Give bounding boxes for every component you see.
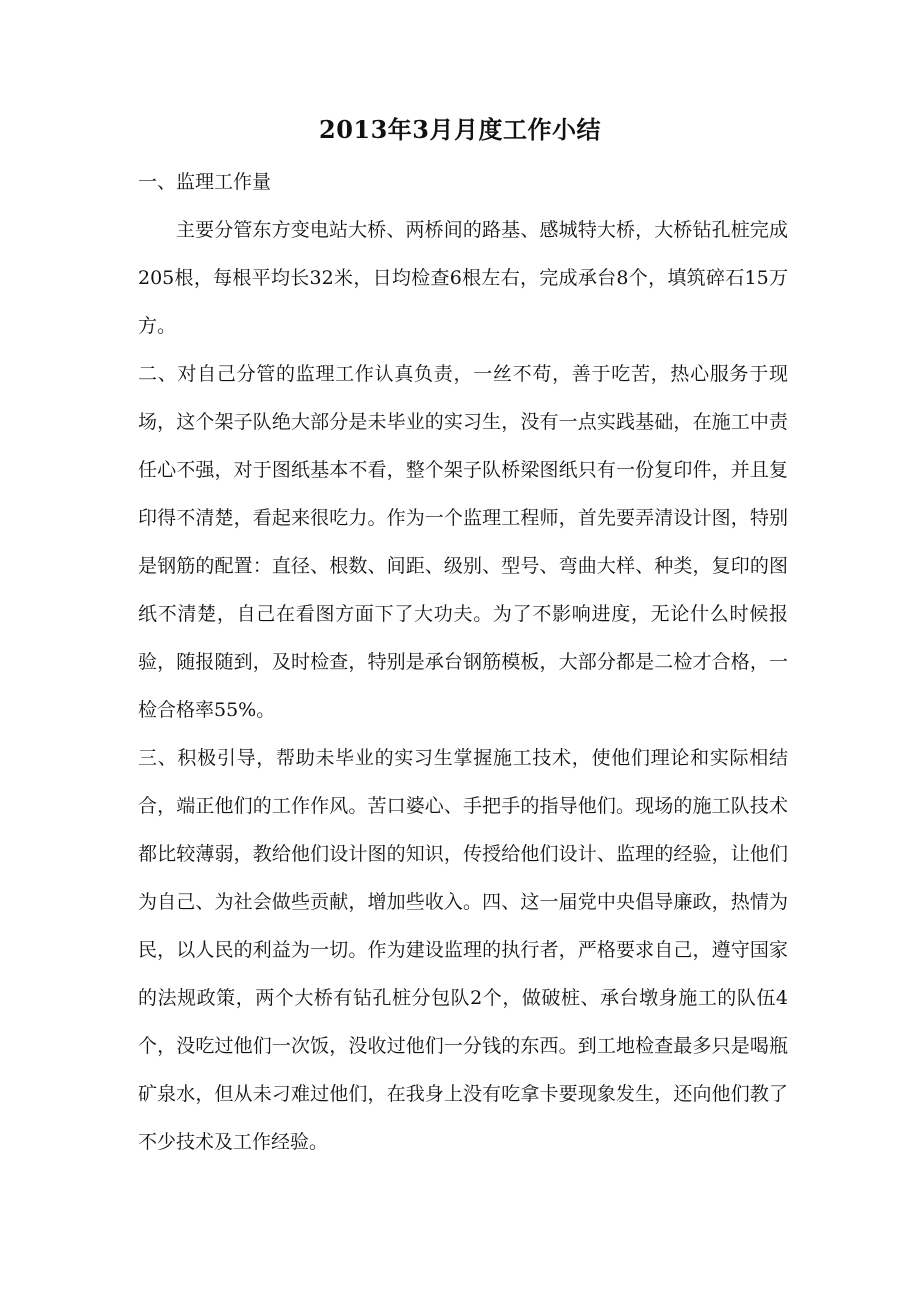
document-body <box>138 158 788 1166</box>
paragraph-responsibility: 二、对自己分管的监理工作认真负责，一丝不苟，善于吃苦，热心服务于现场，这个架子队绝大部分是未毕业的实习生，没有一点实践基础，在施工中责任心不强，对于图纸基本不看，整个架子队桥梁图纸只有一份复印件，并且复印得不清楚，看起来很吃力。作为一个监理工程师，首先要弄清设计图，特别是钢筋的配置：直径、根数、间距、级别、型号、弯曲大样、种类，复印的图纸不清楚，自己在看图方面下了大功夫。为了不影响进度，无论什么时候报验，随报随到，及时检查，特别是承台钢筋模板，大部分都是二检才合格，一检合格率55%。 <box>138 363 788 721</box>
section-heading-workload: 一、监理工作量 <box>138 171 272 193</box>
document-title: 2013年3月月度工作小结 <box>319 115 601 144</box>
paragraph-workload: 主要分管东方变电站大桥、两桥间的路基、感城特大桥，大桥钻孔桩完成205根，每根平均长32米，日均检查6根左右，完成承台8个，填筑碎石15万方。 <box>138 219 788 337</box>
paragraph-guidance-integrity: 三、积极引导，帮助未毕业的实习生掌握施工技术，使他们理论和实际相结合，端正他们的工作作风。苦口婆心、手把手的指导他们。现场的施工队技术都比较薄弱，教给他们设计图的知识，传授给他们设计、监理的经验，让他们为自己、为社会做些贡献，增加些收入。四、这一届党中央倡导廉政，热情为民，以人民的利益为一切。作为建设监理的执行者，严格要求自己，遵守国家的法规政策，两个大桥有钻孔桩分包队2个，做破桩、承台墩身施工的队伍4个，没吃过他们一次饭，没收过他们一分钱的东西。到工地检查最多只是喝瓶矿泉水，但从未刁难过他们，在我身上没有吃拿卡要现象发生，还向他们教了不少技术及工作经验。 <box>138 747 788 1153</box>
